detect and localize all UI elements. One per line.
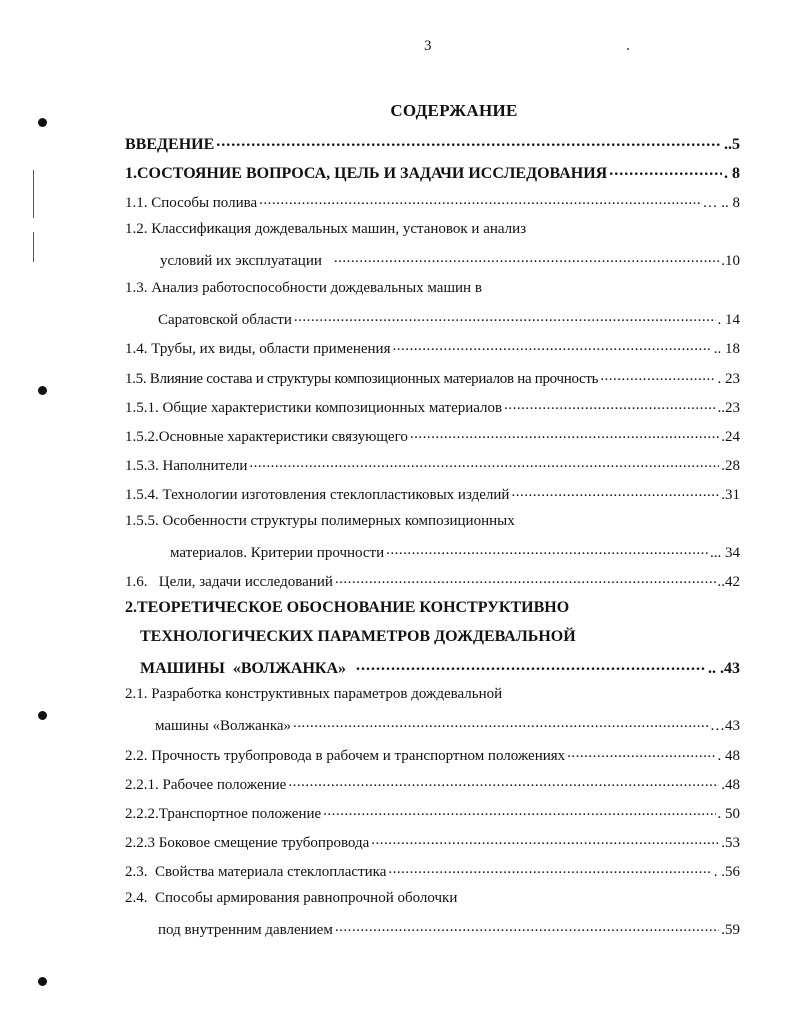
toc-entry (125, 832, 740, 852)
toc-entry (125, 455, 740, 475)
toc-entry (125, 774, 740, 794)
entry-page: .59 (721, 922, 740, 938)
entry-text: 1.4. Трубы, их виды, области применения (125, 341, 391, 357)
dot-leader (288, 774, 719, 789)
entry-text: условий их эксплуатации (160, 253, 322, 269)
entry-text: 2.3. Свойства материала стеклопластика (125, 864, 387, 880)
toc-entry (158, 919, 740, 939)
entry-text: 1.3. Анализ работоспособности дождевальных машин в (125, 280, 482, 296)
entry-text: 2.2. Прочность трубопровода в рабочем и транспортном положениях (125, 748, 566, 764)
toc-entry (125, 745, 740, 765)
entry-text: МАШИНЫ «ВОЛЖАНКА» (140, 660, 347, 677)
entry-page: .10 (721, 253, 740, 269)
toc-entry (125, 338, 740, 358)
toc-entry (125, 513, 740, 530)
hole-punch-mark (38, 711, 47, 720)
dot-leader (386, 542, 708, 557)
toc-entry (125, 192, 740, 212)
dot-leader (410, 426, 719, 441)
entry-text: 1.6. Цели, задачи исследований (125, 574, 333, 590)
toc-entry (125, 890, 740, 907)
toc-entry (160, 250, 740, 270)
toc-entry (125, 368, 740, 388)
dot-leader (511, 484, 719, 499)
toc-entry (125, 599, 740, 617)
dot-leader (293, 715, 708, 730)
hole-punch-mark (38, 118, 47, 127)
toc-entry (125, 221, 740, 238)
toc-entry (158, 309, 740, 329)
entry-page: . 23 (717, 371, 740, 387)
entry-text: 1.5.3. Наполнители (125, 458, 248, 474)
entry-text: 2.ТЕОРЕТИЧЕСКОЕ ОБОСНОВАНИЕ КОНСТРУКТИВНО (125, 599, 570, 616)
toc-entry (155, 715, 740, 735)
hole-punch-mark (38, 386, 47, 395)
entry-text: 1.1. Способы полива (125, 195, 258, 211)
entry-page: . 50 (717, 806, 740, 822)
toc-entry (125, 280, 740, 297)
dot-leader (259, 192, 700, 207)
entry-text: ТЕХНОЛОГИЧЕСКИХ ПАРАМЕТРОВ ДОЖДЕВАЛЬНОЙ (140, 628, 576, 645)
entry-text: 1.5.2.Основные характеристики связующего (125, 429, 408, 445)
entry-page: .48 (721, 777, 740, 793)
dot-leader (567, 745, 715, 760)
entry-page: … .. 8 (702, 195, 740, 211)
entry-text: 1.СОСТОЯНИЕ ВОПРОСА, ЦЕЛЬ И ЗАДАЧИ ИССЛЕДОВАНИЯ (125, 165, 608, 182)
entry-page: .24 (721, 429, 740, 445)
entry-page: .53 (721, 835, 740, 851)
toc-title: СОДЕРЖАНИЕ (390, 101, 518, 120)
entry-text: ВВЕДЕНИЕ (125, 136, 215, 153)
scan-speck (627, 48, 629, 50)
entry-text: 2.4. Способы армирования равнопрочной оболочки (125, 890, 458, 906)
entry-page: ... 34 (710, 545, 740, 561)
toc-entry (170, 542, 740, 562)
entry-page: . .56 (713, 864, 740, 880)
toc-entry (140, 657, 740, 678)
page-number: 3 (424, 38, 432, 54)
dot-leader (388, 861, 711, 876)
entry-text: под внутренним давлением (158, 922, 333, 938)
entry-text: машины «Волжанка» (155, 718, 292, 734)
entry-page: . 8 (724, 165, 740, 182)
entry-text: 2.2.1. Рабочее положение (125, 777, 287, 793)
entry-text: 1.5. Влияние состава и структуры композиционных материалов на прочность (125, 371, 599, 387)
toc-entry (125, 861, 740, 881)
dot-leader (323, 803, 715, 818)
entry-text: 1.5.5. Особенности структуры полимерных композиционных (125, 513, 515, 529)
dot-leader (609, 162, 722, 178)
toc-entry (140, 628, 740, 646)
dot-leader (294, 309, 716, 324)
entry-page: ..42 (717, 574, 740, 590)
entry-text: материалов. Критерии прочности (170, 545, 385, 561)
entry-text: 2.2.2.Транспортное положение (125, 806, 322, 822)
entry-page: .. 18 (713, 341, 740, 357)
entry-page: . 14 (717, 312, 740, 328)
entry-page: ..23 (717, 400, 740, 416)
toc-entry (125, 397, 740, 417)
toc-entry (125, 162, 740, 183)
entry-page: .31 (721, 487, 740, 503)
margin-line (33, 170, 34, 218)
entry-page: .. .43 (708, 660, 740, 677)
dot-leader (335, 571, 716, 586)
entry-text: 1.5.4. Технологии изготовления стеклопластиковых изделий (125, 487, 510, 503)
toc-entry (125, 803, 740, 823)
entry-page: .28 (721, 458, 740, 474)
toc-entry (125, 484, 740, 504)
entry-text: 1.2. Классификация дождевальных машин, установок и анализ (125, 221, 527, 237)
entry-text: 1.5.1. Общие характеристики композиционных материалов (125, 400, 503, 416)
dot-leader (216, 133, 722, 149)
dot-leader (356, 657, 706, 673)
entry-page: ..5 (724, 136, 740, 153)
entry-page: …43 (710, 718, 740, 734)
entry-text: 2.1. Разработка конструктивных параметров дождевальной (125, 686, 503, 702)
dot-leader (334, 250, 719, 265)
margin-line (33, 232, 34, 262)
toc-entry (125, 686, 740, 703)
toc-entry (125, 426, 740, 446)
dot-leader (600, 368, 715, 383)
dot-leader (393, 338, 712, 353)
entry-text: Саратовской области (158, 312, 292, 328)
toc-entry (125, 133, 740, 154)
dot-leader (504, 397, 715, 412)
toc-entry (125, 571, 740, 591)
hole-punch-mark (38, 977, 47, 986)
dot-leader (249, 455, 719, 470)
dot-leader (335, 919, 719, 934)
entry-page: . 48 (717, 748, 740, 764)
entry-text: 2.2.3 Боковое смещение трубопровода (125, 835, 370, 851)
dot-leader (371, 832, 719, 847)
